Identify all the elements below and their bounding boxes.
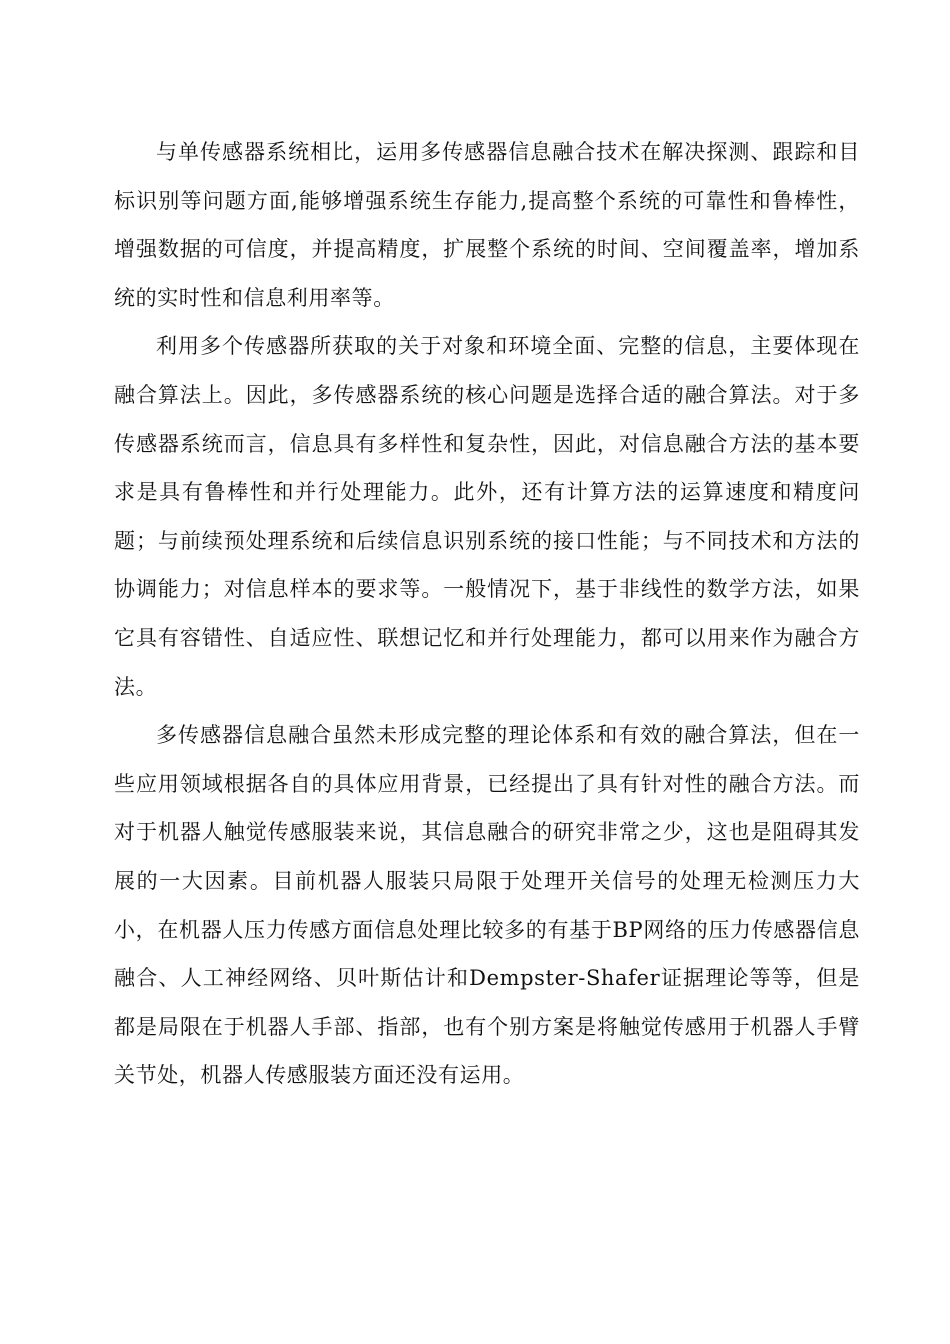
- paragraph-3: 多传感器信息融合虽然未形成完整的理论体系和有效的融合算法，但在一些应用领域根据各自的具体应用背景，已经提出了具有针对性的融合方法。而对于机器人触觉传感服装来说，其信息融合的研究非常之少，这也是阻碍其发展的一大因素。目前机器人服装只局限于处理开关信号的处理无检测压力大小，在机器人压力传感方面信息处理比较多的有基于BP网络的压力传感器信息融合、人工神经网络、贝叶斯估计和Dempster-Shafer证据理论等等，但是都是局限在于机器人手部、指部，也有个别方案是将触觉传感用于机器人手臂关节处，机器人传感服装方面还没有运用。: [114, 723, 860, 1088]
- body-text: [114, 128, 860, 1100]
- paragraph-1: 与单传感器系统相比，运用多传感器信息融合技术在解决探测、跟踪和目标识别等问题方面,能够增强系统生存能力,提高整个系统的可靠性和鲁棒性，增强数据的可信度，并提高精度，扩展整个系统的时间、空间覆盖率，增加系统的实时性和信息利用率等。: [114, 140, 860, 310]
- paragraph-2: 利用多个传感器所获取的关于对象和环境全面、完整的信息，主要体现在融合算法上。因此，多传感器系统的核心问题是选择合适的融合算法。对于多传感器系统而言，信息具有多样性和复杂性，因此，对信息融合方法的基本要求是具有鲁棒性和并行处理能力。此外，还有计算方法的运算速度和精度问题；与前续预处理系统和后续信息识别系统的接口性能；与不同技术和方法的协调能力；对信息样本的要求等。一般情况下，基于非线性的数学方法，如果它具有容错性、自适应性、联想记忆和并行处理能力，都可以用来作为融合方法。: [114, 334, 860, 699]
